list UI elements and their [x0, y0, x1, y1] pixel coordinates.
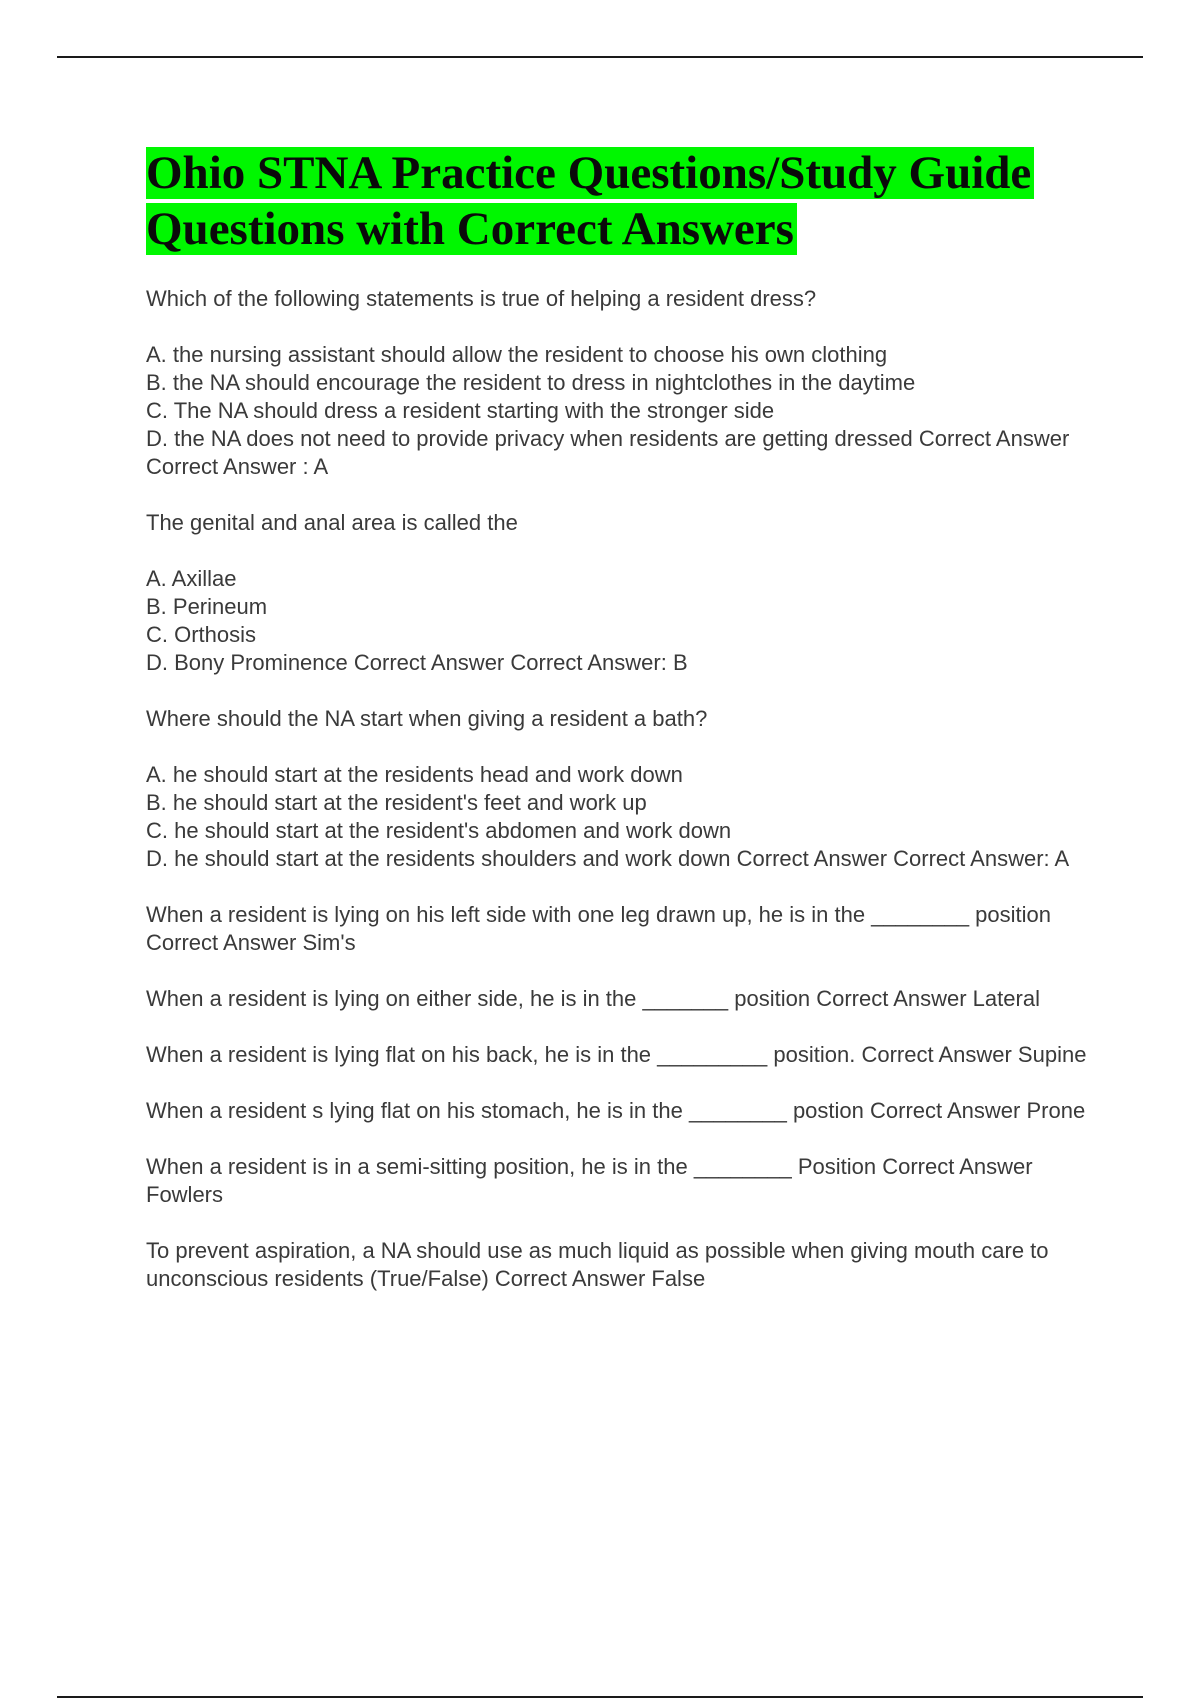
question-7: When a resident s lying flat on his stomach, he is in the ________ postion Correct Answer Prone: [146, 1098, 1086, 1123]
document-title: [146, 145, 1096, 257]
option-b: B. the NA should encourage the resident to dress in nightclothes in the daytime: [146, 370, 916, 395]
question-1: [146, 285, 1096, 313]
question-2-options: [146, 565, 1096, 677]
option-d: D. Bony Prominence Correct Answer Correct Answer: B: [146, 650, 688, 675]
question-9: To prevent aspiration, a NA should use as much liquid as possible when giving mouth care to unconscious residents (True/False) Correct Answer False: [146, 1238, 1049, 1291]
option-a: A. Axillae: [146, 566, 237, 591]
option-a: A. he should start at the residents head and work down: [146, 762, 683, 787]
question-3: [146, 705, 1096, 733]
question-2: [146, 509, 1096, 537]
option-d: D. he should start at the residents shoulders and work down Correct Answer Correct Answer: A: [146, 846, 1070, 871]
option-c: C. he should start at the resident's abdomen and work down: [146, 818, 732, 843]
question-3-options: [146, 761, 1096, 873]
question-text: The genital and anal area is called the: [146, 510, 518, 535]
question-4: When a resident is lying on his left side with one leg drawn up, he is in the ________ position Correct Answer Sim's: [146, 902, 1052, 955]
top-rule: [57, 56, 1143, 58]
option-b: B. Perineum: [146, 594, 268, 619]
option-c: C. The NA should dress a resident starting with the stronger side: [146, 398, 775, 423]
bottom-rule: [57, 1696, 1143, 1698]
question-text: Which of the following statements is true of helping a resident dress?: [146, 286, 817, 311]
question-5: When a resident is lying on either side, he is in the _______ position Correct Answer Lateral: [146, 986, 1040, 1011]
question-6: When a resident is lying flat on his back, he is in the _________ position. Correct Answer Supine: [146, 1042, 1087, 1067]
question-text: Where should the NA start when giving a resident a bath?: [146, 706, 708, 731]
option-c: C. Orthosis: [146, 622, 257, 647]
document-body: [146, 145, 1096, 1321]
option-d: D. the NA does not need to provide privacy when residents are getting dressed Correct Answer Correct Answer : A: [146, 426, 1070, 479]
title-line-2: Questions with Correct Answers: [146, 203, 797, 255]
title-line-1: Ohio STNA Practice Questions/Study Guide: [146, 147, 1034, 199]
option-a: A. the nursing assistant should allow the resident to choose his own clothing: [146, 342, 888, 367]
question-8: When a resident is in a semi-sitting position, he is in the ________ Position Correct Answer Fowlers: [146, 1154, 1033, 1207]
option-b: B. he should start at the resident's feet and work up: [146, 790, 647, 815]
question-1-options: [146, 341, 1096, 481]
